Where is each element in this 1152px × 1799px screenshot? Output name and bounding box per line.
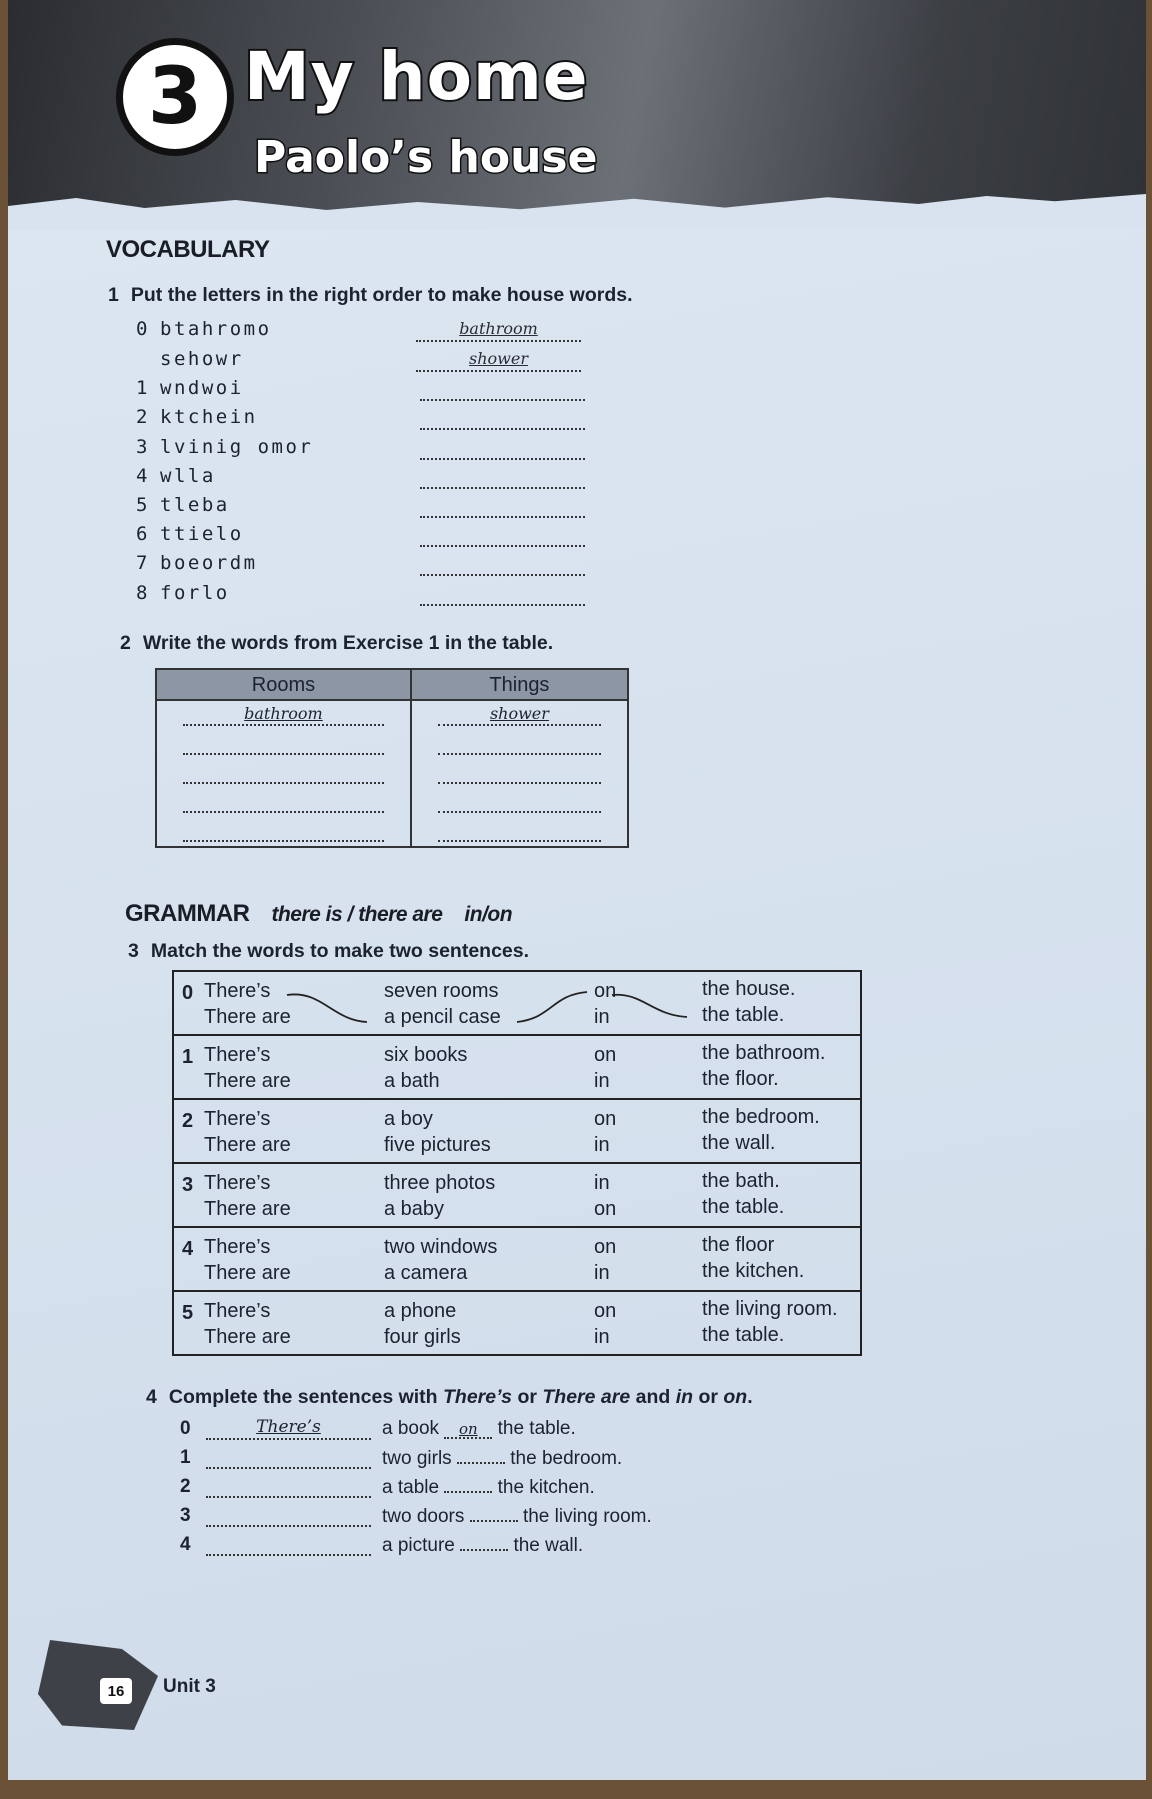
workbook-page [8, 0, 1146, 1780]
sentence-number: 4 [180, 1534, 191, 1555]
rooms-cell[interactable] [156, 730, 411, 759]
match-line-c [612, 995, 687, 1017]
phrase-b1: six books [384, 1044, 468, 1066]
place-1: the bedroom. [702, 1106, 820, 1128]
sentence-subject: a picture [382, 1535, 455, 1556]
table-row [156, 788, 628, 817]
preposition-1: on [594, 1108, 617, 1130]
sentence-row [180, 1505, 780, 1529]
sentence-number: 3 [180, 1505, 191, 1526]
there-blank[interactable]: There’s [206, 1418, 371, 1440]
instruction-text: and [630, 1386, 676, 1408]
phrase-b2: a pencil case [384, 1006, 501, 1028]
scrambled-letters: boeordm [160, 552, 258, 574]
preposition-2: in [594, 1006, 610, 1028]
item-number: 7 [136, 552, 150, 574]
column-header-rooms: Rooms [156, 669, 411, 700]
phrase-a2: There are [204, 1326, 291, 1348]
there-blank[interactable] [206, 1476, 371, 1498]
unit-label: Unit 3 [163, 1676, 216, 1697]
instruction-text: Complete the sentences with [168, 1386, 444, 1408]
sentence-row [180, 1447, 780, 1471]
there-blank[interactable] [206, 1505, 371, 1527]
sentence-rest [382, 1447, 622, 1470]
sentence-subject: two girls [382, 1448, 452, 1469]
sentence-row [180, 1418, 780, 1442]
phrase-a2: There are [204, 1006, 291, 1028]
phrase-a1: There’s [204, 1172, 271, 1194]
phrase-b2: five pictures [384, 1134, 491, 1156]
table-row [156, 759, 628, 788]
place-2: the kitchen. [702, 1260, 805, 1282]
instruction-text: Put the letters in the right order to make house words. [130, 284, 633, 306]
phrase-a1: There’s [204, 1108, 271, 1130]
match-line-b [517, 992, 587, 1022]
place-1: the bath. [702, 1170, 780, 1192]
instruction-emphasis: There’s [443, 1386, 513, 1408]
scrambled-letters: ttielo [160, 523, 244, 545]
sentence-place: the table. [497, 1418, 576, 1439]
answer-field[interactable] [183, 793, 384, 813]
match-row [174, 1100, 860, 1164]
row-number: 2 [182, 1110, 194, 1132]
item-number: 5 [136, 494, 150, 516]
phrase-b2: a camera [384, 1262, 468, 1284]
phrase-a2: There are [204, 1070, 291, 1092]
exercise-number: 3 [128, 940, 139, 962]
vocabulary-heading: VOCABULARY [106, 236, 270, 263]
rooms-cell[interactable] [156, 759, 411, 788]
place-2: the floor. [702, 1068, 779, 1090]
sentence-subject: a table [382, 1477, 440, 1498]
phrase-b1: seven rooms [384, 980, 499, 1002]
table-row [156, 817, 628, 847]
preposition-2: in [594, 1134, 610, 1156]
item-number: 3 [136, 436, 150, 458]
answer-field[interactable]: bathroom [416, 320, 581, 342]
place-1: the house. [702, 978, 796, 1000]
exercise-number: 1 [108, 284, 119, 306]
preposition-blank[interactable] [460, 1534, 508, 1551]
phrase-b2: a bath [384, 1070, 440, 1092]
answer-field[interactable]: shower [438, 706, 601, 726]
place-1: the floor [702, 1234, 775, 1256]
answer-field[interactable] [420, 554, 585, 576]
place-2: the table. [702, 1004, 785, 1026]
preposition-1: on [594, 980, 617, 1002]
unit-number-badge: 3 [116, 38, 234, 156]
answer-field[interactable] [438, 764, 601, 784]
things-cell[interactable] [411, 817, 628, 847]
row-number: 3 [182, 1174, 194, 1196]
answer-field[interactable] [420, 496, 585, 518]
rooms-cell[interactable] [156, 788, 411, 817]
rooms-things-table [155, 668, 629, 848]
phrase-a1: There’s [204, 1044, 271, 1066]
phrase-a2: There are [204, 1198, 291, 1220]
sentence-row [180, 1534, 780, 1558]
phrase-b1: two windows [384, 1236, 498, 1258]
sentence-rest [382, 1476, 595, 1499]
preposition-2: on [594, 1198, 617, 1220]
item-number: 8 [136, 582, 150, 604]
sentence-number: 1 [180, 1447, 191, 1468]
sentence-place: the kitchen. [497, 1477, 595, 1498]
answer-field[interactable]: shower [416, 350, 581, 372]
phrase-a1: There’s [204, 1236, 271, 1258]
scrambled-letters: wlla [160, 465, 216, 487]
exercise-2-instruction [120, 632, 553, 655]
sentence-rest [382, 1418, 576, 1440]
preposition-blank[interactable] [444, 1476, 492, 1493]
phrase-b1: a boy [384, 1108, 433, 1130]
phrase-a1: There’s [204, 980, 271, 1002]
preposition-1: in [594, 1172, 610, 1194]
phrase-a1: There’s [204, 1300, 271, 1322]
scrambled-letters: lvinig omor [160, 436, 314, 458]
exercise-4-instruction [146, 1386, 753, 1409]
preposition-1: on [594, 1044, 617, 1066]
phrase-a2: There are [204, 1262, 291, 1284]
item-number: 0 [136, 318, 150, 340]
column-header-things: Things [411, 669, 628, 700]
sentence-number: 2 [180, 1476, 191, 1497]
scrambled-letters: wndwoi [160, 377, 244, 399]
phrase-a2: There are [204, 1134, 291, 1156]
example-match-lines [172, 970, 858, 1032]
place-1: the bathroom. [702, 1042, 826, 1064]
grammar-heading [125, 900, 512, 928]
match-line-a [287, 994, 367, 1022]
sentence-rest [382, 1534, 583, 1557]
things-cell[interactable] [411, 730, 628, 759]
match-row [174, 1036, 860, 1100]
there-blank[interactable] [206, 1534, 371, 1556]
things-cell[interactable] [411, 788, 628, 817]
rooms-cell[interactable] [156, 700, 411, 730]
grammar-heading-text: GRAMMAR [125, 900, 250, 927]
scrambled-letters: btahromo [160, 318, 272, 340]
phrase-b1: a phone [384, 1300, 457, 1322]
match-row [174, 1164, 860, 1228]
answer-field[interactable] [438, 822, 601, 842]
item-number: 6 [136, 523, 150, 545]
instruction-text: . [747, 1386, 753, 1408]
sentence-place: the wall. [513, 1535, 584, 1556]
instruction-emphasis: in [675, 1386, 694, 1408]
phrase-b2: four girls [384, 1326, 461, 1348]
scrambled-letters: ktchein [160, 406, 258, 428]
preposition-1: on [594, 1236, 617, 1258]
scrambled-letters: forlo [160, 582, 230, 604]
item-number: 4 [136, 465, 150, 487]
place-2: the table. [702, 1196, 785, 1218]
place-1: the living room. [702, 1298, 838, 1320]
item-number: 2 [136, 406, 150, 428]
answer-field[interactable] [183, 822, 384, 842]
instruction-text: Write the words from Exercise 1 in the table. [142, 632, 554, 654]
preposition-blank[interactable] [470, 1505, 518, 1522]
row-number: 5 [182, 1302, 194, 1324]
page-subtitle: Paolo’s house [254, 132, 598, 183]
sentence-place: the bedroom. [510, 1448, 623, 1469]
table-row [156, 730, 628, 759]
instruction-text: or [512, 1386, 543, 1408]
grammar-topic-1: there is / there are [271, 903, 443, 926]
row-number: 0 [182, 982, 194, 1004]
sentence-subject: two doors [382, 1506, 465, 1527]
place-2: the table. [702, 1324, 785, 1346]
scrambled-letters: sehowr [160, 348, 244, 370]
answer-field[interactable]: bathroom [183, 706, 384, 726]
answer-field[interactable] [420, 467, 585, 489]
answer-field[interactable] [420, 379, 585, 401]
things-cell[interactable] [411, 700, 628, 730]
preposition-blank[interactable] [457, 1447, 505, 1464]
instruction-emphasis: on [723, 1386, 748, 1408]
phrase-b1: three photos [384, 1172, 496, 1194]
preposition-1: on [594, 1300, 617, 1322]
sentence-number: 0 [180, 1418, 191, 1439]
things-cell[interactable] [411, 759, 628, 788]
sentence-place: the living room. [522, 1506, 652, 1527]
page-title: My home [244, 38, 589, 115]
answer-field[interactable] [438, 793, 601, 813]
preposition-2: in [594, 1326, 610, 1348]
answer-field[interactable] [438, 735, 601, 755]
exercise-number: 4 [146, 1386, 157, 1408]
grammar-topic-2: in/on [464, 903, 513, 926]
scrambled-letters: tleba [160, 494, 230, 516]
place-2: the wall. [702, 1132, 776, 1154]
row-number: 1 [182, 1046, 194, 1068]
preposition-2: in [594, 1262, 610, 1284]
sentence-row [180, 1476, 780, 1500]
preposition-2: in [594, 1070, 610, 1092]
exercise-number: 2 [120, 632, 131, 654]
item-number: 1 [136, 377, 150, 399]
rooms-cell[interactable] [156, 817, 411, 847]
answer-field[interactable] [183, 735, 384, 755]
phrase-b2: a baby [384, 1198, 445, 1220]
footer-decoration [38, 1640, 158, 1730]
preposition-blank[interactable]: on [444, 1422, 492, 1439]
sentence-subject: a book [382, 1418, 440, 1439]
table-row [156, 700, 628, 730]
sentence-rest [382, 1505, 652, 1528]
exercise-1-instruction [108, 284, 633, 307]
there-blank[interactable] [206, 1447, 371, 1469]
instruction-text: or [693, 1386, 724, 1408]
exercise-3-instruction [128, 940, 529, 963]
answer-field[interactable] [420, 584, 585, 606]
answer-field[interactable] [420, 525, 585, 547]
answer-field[interactable] [420, 408, 585, 430]
instruction-text: Match the words to make two sentences. [150, 940, 530, 962]
match-row [174, 1228, 860, 1292]
answer-field[interactable] [420, 438, 585, 460]
match-row [174, 1292, 860, 1354]
row-number: 4 [182, 1238, 194, 1260]
instruction-emphasis: There are [542, 1386, 631, 1408]
page-number: 16 [100, 1678, 132, 1704]
answer-field[interactable] [183, 764, 384, 784]
